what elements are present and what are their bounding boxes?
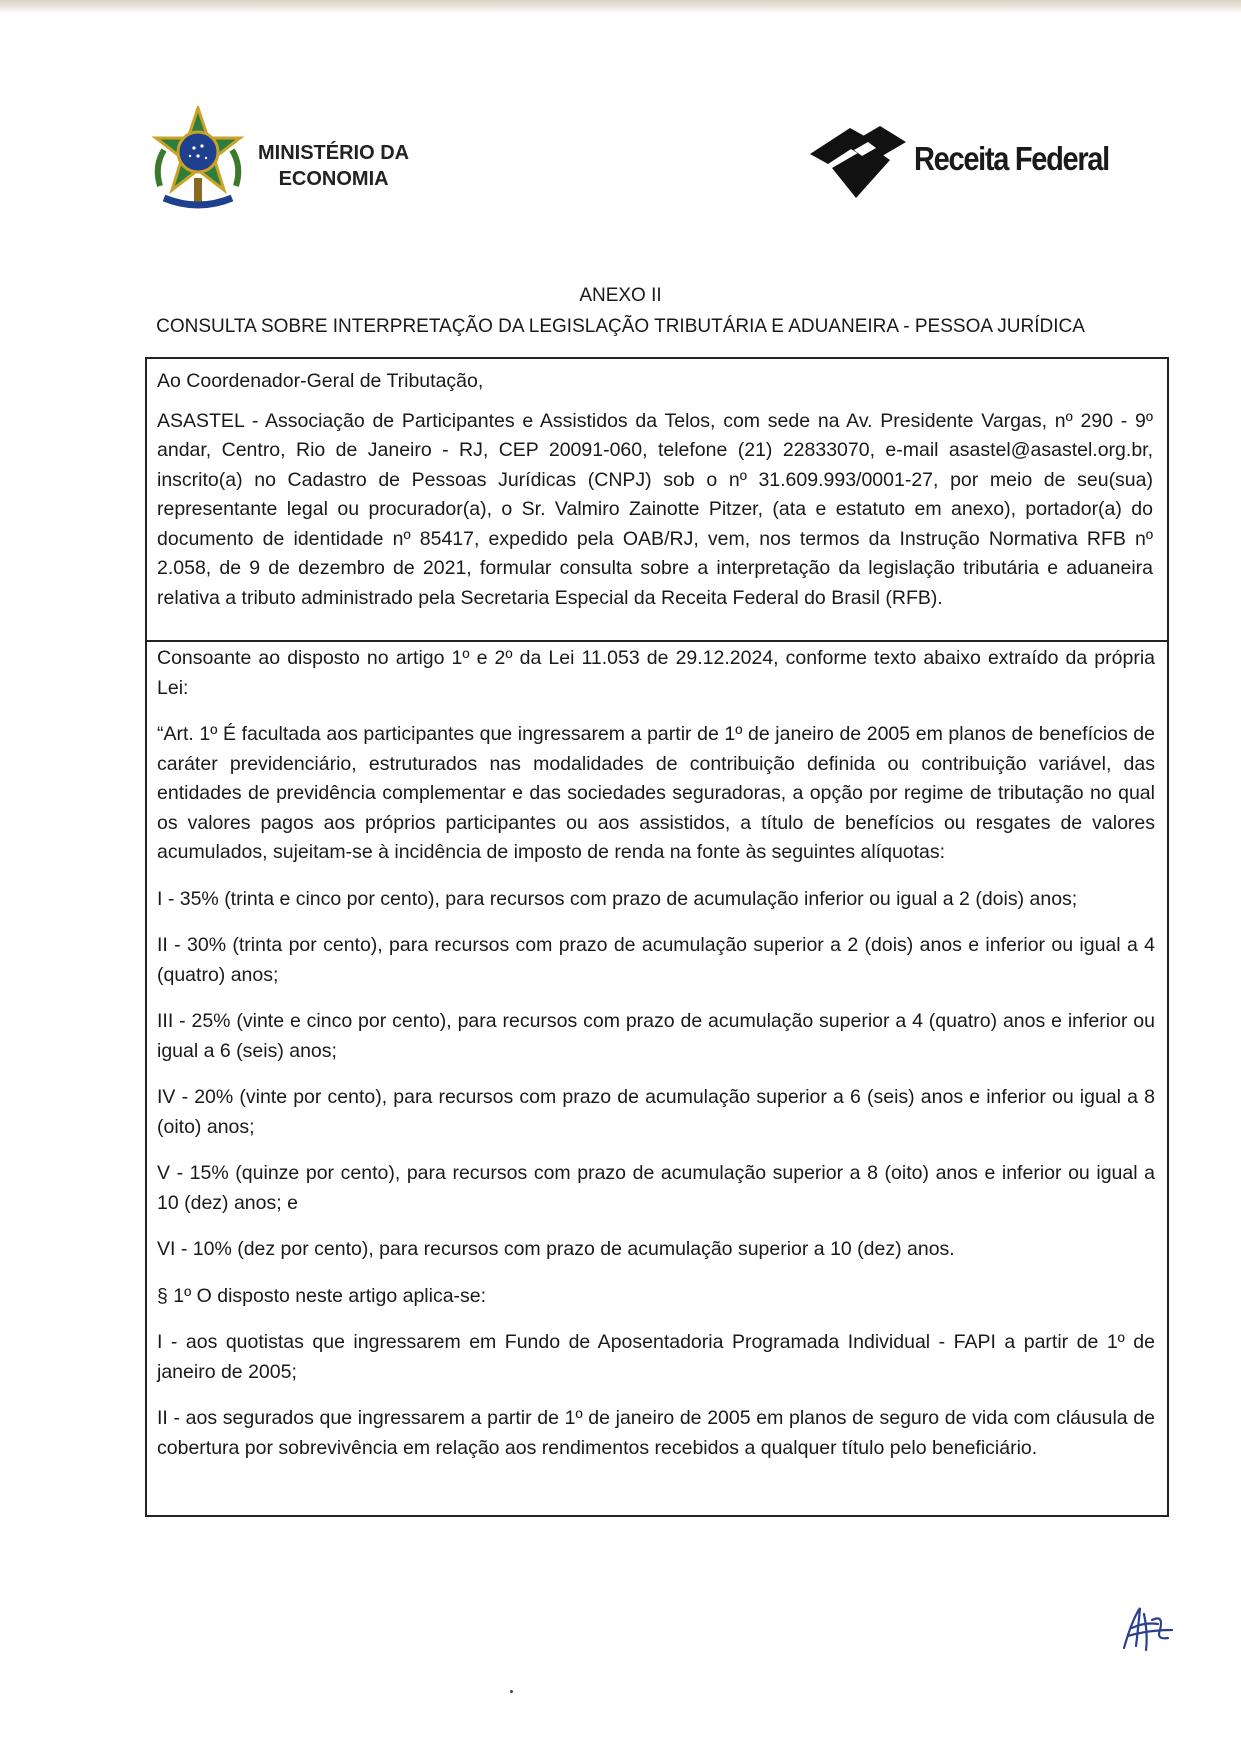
ministry-line1: MINISTÉRIO DA xyxy=(258,142,410,164)
document-title: CONSULTA SOBRE INTERPRETAÇÃO DA LEGISLAÇÃO TRIBUTÁRIA E ADUANEIRA - PESSOA JURÍDICA xyxy=(156,316,1085,337)
list-item: III - 25% (vinte e cinco por cento), para recursos com prazo de acumulação superior a 4 (quatro) anos e inferior ou igual a 6 (seis) anos; xyxy=(157,1010,1155,1062)
list-item: I - 35% (trinta e cinco por cento), para recursos com prazo de acumulação inferior ou igual a 2 (dois) anos; xyxy=(157,887,1078,910)
receita-federal-logo-icon xyxy=(810,124,906,204)
annex-label: ANEXO II xyxy=(579,285,662,306)
list-item: II - 30% (trinta por cento), para recursos com prazo de acumulação superior a 2 (dois) anos e inferior ou igual a 4 (quatro) anos; xyxy=(157,934,1155,986)
brazil-coat-of-arms-icon xyxy=(150,106,246,214)
list-item: V - 15% (quinze por cento), para recursos com prazo de acumulação superior a 8 (oito) anos e inferior ou igual a 10 (dez) anos; e xyxy=(157,1162,1155,1214)
document-heading xyxy=(0,282,1241,342)
salutation: Ao Coordenador-Geral de Tributação, xyxy=(157,370,484,392)
ministry-line2: ECONOMIA xyxy=(278,168,389,190)
intro-paragraph: Consoante ao disposto no artigo 1º e 2º da Lei 11.053 de 29.12.2024, conforme texto abaixo extraído da própria Lei: xyxy=(157,647,1155,699)
list-item: IV - 20% (vinte por cento), para recursos com prazo de acumulação superior a 6 (seis) anos e inferior ou igual a 8 (oito) anos; xyxy=(157,1086,1155,1138)
paragraph-1-heading: § 1º O disposto neste artigo aplica-se: xyxy=(157,1284,487,1307)
consultation-form-box xyxy=(145,357,1169,1517)
list-item: II - aos segurados que ingressarem a partir de 1º de janeiro de 2005 em planos de seguro de vida com cláusula de cobertura por sobrevivência em relação aos rendimentos recebidos a qualquer título pelo beneficiário. xyxy=(157,1407,1155,1459)
scan-speck xyxy=(510,1690,513,1693)
letterhead xyxy=(0,0,1241,230)
receita-federal-wordmark: Receita Federal xyxy=(914,140,1109,177)
ministry-name xyxy=(258,140,409,192)
list-item: I - aos quotistas que ingressarem em Fundo de Aposentadoria Programada Individual - FAPI a partir de 1º de janeiro de 2005; xyxy=(157,1331,1155,1383)
article-1-text: “Art. 1º É facultada aos participantes que ingressarem a partir de 1º de janeiro de 2005 em planos de benefícios de caráter previdenciário, estruturados nas modalidades de contribuição definida ou contribuição variável, das entidades de previdência complementar e das sociedades seguradoras, a opção por regime de tributação no qual os valores pagos aos próprios participantes ou aos assistidos, a título de benefícios ou resgates de valores acumulados, sujeitam-se à incidência de imposto de renda na fonte às seguintes alíquotas: xyxy=(157,723,1155,863)
applicant-statement: ASASTEL - Associação de Participantes e Assistidos da Telos, com sede na Av. Presidente Vargas, nº 290 - 9º andar, Centro, Rio de Janeiro - RJ, CEP 20091-060, telefone (21) 22833070, e-mail asastel@asastel.org.br, inscrito(a) no Cadastro de Pessoas Jurídicas (CNPJ) sob o nº 31.609.993/0001-27, por meio de seu(sua) representante legal ou procurador(a), o Sr. Valmiro Zainotte Pitzer, (ata e estatuto em anexo), portador(a) do documento de identidade nº 85417, expedido pela OAB/RJ, vem, nos termos da Instrução Normativa RFB nº 2.058, de 9 de dezembro de 2021, formular consulta sobre a interpretação da legislação tributária e aduaneira relativa a tributo administrado pela Secretaria Especial da Receita Federal do Brasil (RFB). xyxy=(157,409,1153,609)
list-item: VI - 10% (dez por cento), para recursos com prazo de acumulação superior a 10 (dez) anos. xyxy=(157,1238,955,1260)
consultation-content-section xyxy=(147,642,1167,1463)
applicant-section xyxy=(147,359,1167,642)
handwritten-initials-icon xyxy=(1118,1600,1178,1656)
